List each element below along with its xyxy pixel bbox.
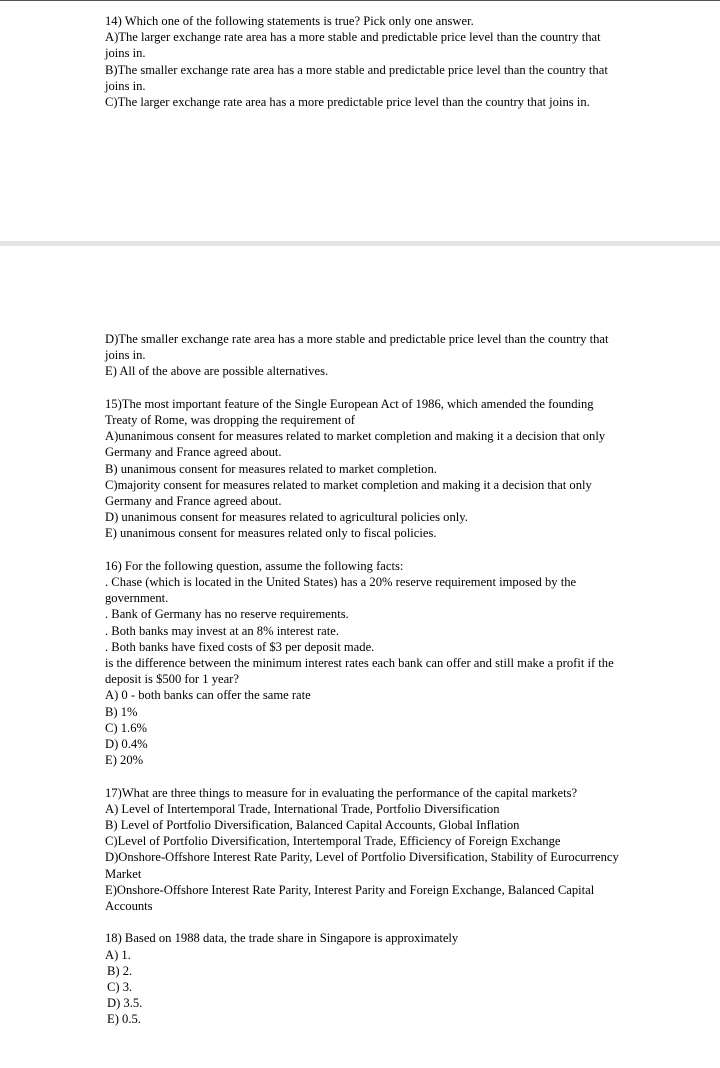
question-17-option-b: B) Level of Portfolio Diversification, Balanced Capital Accounts, Global Inflation: [105, 818, 520, 833]
question-17: [105, 785, 623, 915]
question-15-option-d: D) unanimous consent for measures related to agricultural policies only.: [105, 510, 468, 525]
question-14-option-e: E) All of the above are possible alternatives.: [105, 364, 329, 379]
question-18: [105, 930, 623, 1027]
question-16: [105, 558, 623, 769]
question-16-option-e: E) 20%: [105, 753, 144, 768]
question-18-option-e: E) 0.5.: [107, 1012, 141, 1027]
question-17-stem: 17)What are three things to measure for in evaluating the performance of the capital markets?: [105, 785, 578, 800]
question-16-stem: 16) For the following question, assume the following facts:: [105, 558, 404, 573]
question-15-option-e: E) unanimous consent for measures related only to fiscal policies.: [105, 526, 437, 541]
question-14-option-b: B)The smaller exchange rate area has a more stable and predictable price level than the country that joins in.: [105, 62, 608, 93]
question-17-option-a: A) Level of Intertemporal Trade, International Trade, Portfolio Diversification: [105, 801, 500, 816]
page-2: [0, 246, 720, 1068]
question-15: [105, 396, 623, 542]
question-14-continued: [105, 331, 623, 380]
question-16-fact-1: . Chase (which is located in the United States) has a 20% reserve requirement imposed by the government.: [105, 575, 577, 606]
question-16-option-c: C) 1.6%: [105, 720, 147, 735]
question-18-option-b: B) 2.: [107, 963, 133, 978]
question-18-option-d: D) 3.5.: [107, 996, 143, 1011]
question-16-option-a: A) 0 - both banks can offer the same rate: [105, 688, 311, 703]
question-16-question: is the difference between the minimum interest rates each bank can offer and still make a profit if the deposit is $500 for 1 year?: [105, 656, 614, 687]
page-2-content: [105, 331, 623, 1044]
page-1-content: [105, 13, 623, 126]
question-17-option-c: C)Level of Portfolio Diversification, Intertemporal Trade, Efficiency of Foreign Exchange: [105, 834, 561, 849]
question-16-fact-4: . Both banks have fixed costs of $3 per deposit made.: [105, 639, 375, 654]
question-14-stem: 14) Which one of the following statements is true? Pick only one answer.: [105, 14, 474, 28]
question-16-option-d: D) 0.4%: [105, 737, 148, 752]
question-15-option-b: B) unanimous consent for measures related to market completion.: [105, 461, 437, 476]
question-18-option-a: A) 1.: [105, 947, 131, 962]
question-16-option-b: B) 1%: [105, 704, 138, 719]
question-14: [105, 13, 623, 110]
question-14-option-c: C)The larger exchange rate area has a more predictable price level than the country that joins in.: [105, 95, 590, 110]
question-14-option-a: A)The larger exchange rate area has a more stable and predictable price level than the country that joins in.: [105, 30, 601, 61]
question-15-option-a: A)unanimous consent for measures related to market completion and making it a decision that only Germany and France agreed about.: [105, 429, 606, 460]
question-16-fact-2: . Bank of Germany has no reserve requirements.: [105, 607, 349, 622]
question-15-stem: 15)The most important feature of the Single European Act of 1986, which amended the founding Treaty of Rome, was dropping the requirement of: [105, 396, 594, 427]
question-18-stem: 18) Based on 1988 data, the trade share in Singapore is approximately: [105, 931, 459, 946]
question-18-option-c: C) 3.: [107, 980, 133, 995]
question-14-option-d: D)The smaller exchange rate area has a more stable and predictable price level than the country that joins in.: [105, 332, 609, 363]
page-1: [0, 0, 720, 241]
question-16-fact-3: . Both banks may invest at an 8% interest rate.: [105, 623, 339, 638]
question-17-option-e: E)Onshore-Offshore Interest Rate Parity, Interest Parity and Foreign Exchange, Balanced Capital Accounts: [105, 882, 595, 914]
question-17-option-d: D)Onshore-Offshore Interest Rate Parity, Level of Portfolio Diversification, Stability of Eurocurrency Market: [105, 850, 619, 881]
question-15-option-c: C)majority consent for measures related to market completion and making it a decision that only Germany and France agreed about.: [105, 477, 592, 509]
